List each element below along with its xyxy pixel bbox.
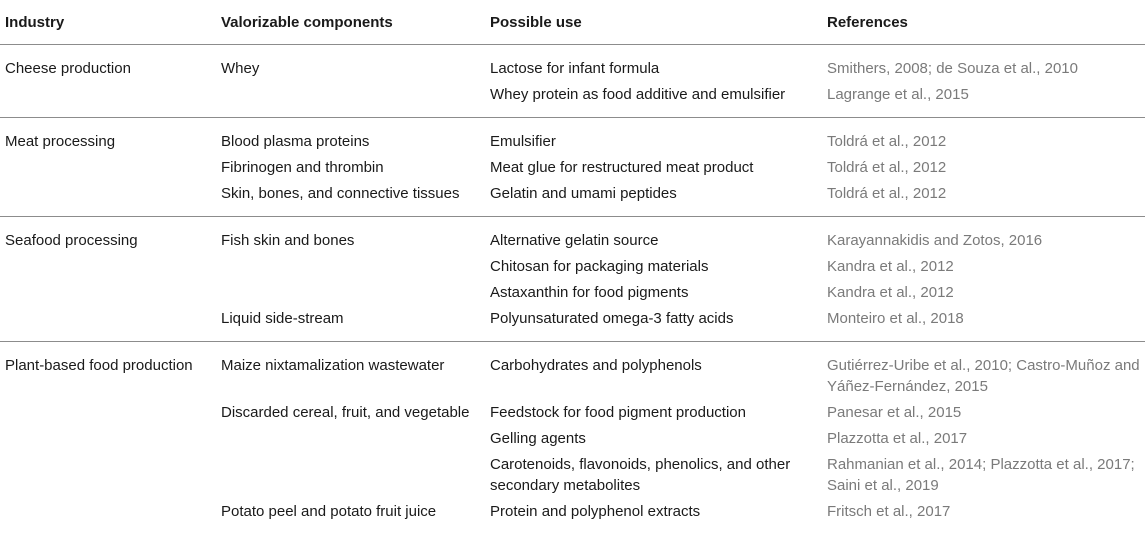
use-cell: Feedstock for food pigment production (490, 399, 827, 425)
industry-cell (0, 154, 221, 180)
table-row (0, 305, 1145, 342)
industry-cell: Meat processing (0, 118, 221, 155)
component-cell: Potato peel and potato fruit juice (221, 498, 490, 534)
industry-cell (0, 253, 221, 279)
reference-text: Gutiérrez-Uribe et al., 2010; Castro-Muñoz and Yáñez-Fernández, 2015 (827, 355, 1145, 397)
table-row (0, 279, 1145, 305)
component-cell (221, 451, 490, 498)
header-possible-use: Possible use (490, 0, 827, 45)
component-cell: Liquid side-stream (221, 305, 490, 342)
component-cell (221, 253, 490, 279)
component-cell: Blood plasma proteins (221, 118, 490, 155)
use-cell: Meat glue for restructured meat product (490, 154, 827, 180)
industry-cell (0, 451, 221, 498)
reference-cell: Kandra et al., 2012 (827, 279, 1145, 305)
header-row (0, 0, 1145, 45)
reference-cell: Toldrá et al., 2012 (827, 180, 1145, 217)
reference-cell: Toldrá et al., 2012 (827, 118, 1145, 155)
reference-text: Rahmanian et al., 2014; Plazzotta et al., 2017; Saini et al., 2019 (827, 454, 1145, 496)
component-cell (221, 279, 490, 305)
table-row (0, 451, 1145, 498)
reference-cell: Toldrá et al., 2012 (827, 154, 1145, 180)
industry-cell (0, 399, 221, 425)
header-industry: Industry (0, 0, 221, 45)
reference-cell: Monteiro et al., 2018 (827, 305, 1145, 342)
component-cell (221, 425, 490, 451)
industry-cell (0, 81, 221, 118)
table-row (0, 425, 1145, 451)
header-valorizable-components: Valorizable components (221, 0, 490, 45)
table-row (0, 342, 1145, 400)
industry-cell (0, 305, 221, 342)
table-row (0, 118, 1145, 155)
table-row (0, 154, 1145, 180)
table-row (0, 399, 1145, 425)
use-cell: Emulsifier (490, 118, 827, 155)
reference-cell (827, 342, 1145, 400)
table-body (0, 45, 1145, 534)
use-cell: Polyunsaturated omega-3 fatty acids (490, 305, 827, 342)
table-row (0, 45, 1145, 82)
reference-cell: Smithers, 2008; de Souza et al., 2010 (827, 45, 1145, 82)
use-cell (490, 451, 827, 498)
use-cell: Protein and polyphenol extracts (490, 498, 827, 534)
table-row (0, 498, 1145, 534)
industry-cell (0, 180, 221, 217)
industry-cell (0, 498, 221, 534)
table-row (0, 180, 1145, 217)
use-cell: Lactose for infant formula (490, 45, 827, 82)
use-cell: Whey protein as food additive and emulsifier (490, 81, 827, 118)
industry-cell (0, 425, 221, 451)
industry-cell: Plant-based food production (0, 342, 221, 400)
reference-cell (827, 451, 1145, 498)
industry-cell: Cheese production (0, 45, 221, 82)
component-cell: Skin, bones, and connective tissues (221, 180, 490, 217)
table-row (0, 81, 1145, 118)
reference-cell: Karayannakidis and Zotos, 2016 (827, 217, 1145, 254)
industry-cell: Seafood processing (0, 217, 221, 254)
reference-cell: Plazzotta et al., 2017 (827, 425, 1145, 451)
reference-cell: Lagrange et al., 2015 (827, 81, 1145, 118)
reference-cell: Panesar et al., 2015 (827, 399, 1145, 425)
header-references: References (827, 0, 1145, 45)
reference-cell: Fritsch et al., 2017 (827, 498, 1145, 534)
use-cell: Gelatin and umami peptides (490, 180, 827, 217)
industry-cell (0, 279, 221, 305)
component-cell: Fish skin and bones (221, 217, 490, 254)
component-cell: Fibrinogen and thrombin (221, 154, 490, 180)
use-cell: Carbohydrates and polyphenols (490, 342, 827, 400)
use-cell: Alternative gelatin source (490, 217, 827, 254)
table-header (0, 0, 1145, 45)
use-cell: Astaxanthin for food pigments (490, 279, 827, 305)
use-cell: Chitosan for packaging materials (490, 253, 827, 279)
component-cell: Maize nixtamalization wastewater (221, 342, 490, 400)
reference-cell: Kandra et al., 2012 (827, 253, 1145, 279)
table-row (0, 253, 1145, 279)
component-cell: Discarded cereal, fruit, and vegetable (221, 399, 490, 425)
component-cell (221, 81, 490, 118)
use-cell: Gelling agents (490, 425, 827, 451)
table-row (0, 217, 1145, 254)
component-cell: Whey (221, 45, 490, 82)
use-text: Carotenoids, flavonoids, phenolics, and other secondary metabolites (490, 454, 810, 496)
